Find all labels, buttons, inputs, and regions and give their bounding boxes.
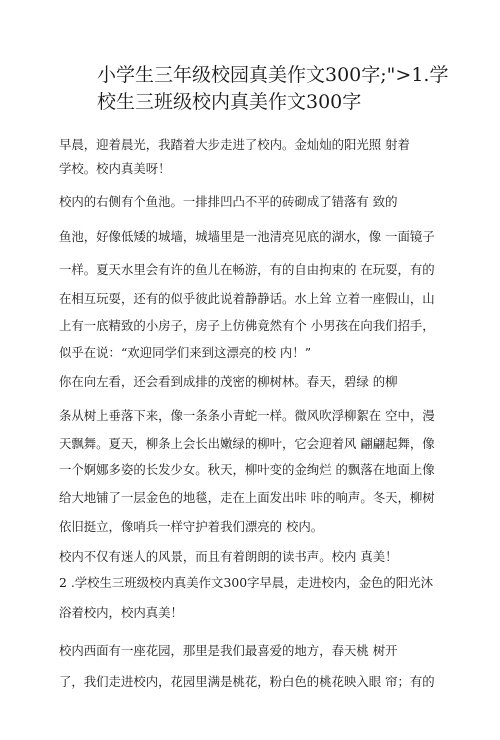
paragraph-line: 条从树上垂落下来，像一条条小青蛇一样。微风吹浮柳絮在 空中，漫: [59, 408, 435, 423]
paragraph-line: 给大地铺了一层金色的地毯，走在上面发出咔 咔的响声。冬天，柳树: [59, 490, 435, 505]
paragraph-line: 似乎在说：“欢迎同学们来到这漂亮的校 内！”: [59, 345, 312, 360]
paragraph-line: 你在向左看，还会看到成排的茂密的柳树林。春天，碧绿 的柳: [59, 374, 398, 389]
paragraph-line: 一个婀娜多姿的长发少女。秋天，柳叶变的金绚烂 的飘落在地面上像: [59, 462, 435, 477]
paragraph-line: 一样。夏天水里会有许的鱼儿在畅游，有的自由拘束的 在玩耍，有的: [59, 262, 435, 277]
paragraph-line: 学校。校内真美呀！: [59, 161, 171, 176]
title-line-1: 小学生三年级校园真美作文300字;">1.学: [97, 64, 449, 86]
paragraph-line: 依旧挺立，像哨兵一样守护着我们漂亮的 校内。: [59, 519, 324, 534]
paragraph-line: 浴着校内，校内真美！: [59, 605, 183, 620]
title-line-2: 校生三班级校内真美作文300字: [97, 91, 362, 113]
paragraph-line: 上有一底精致的小房子，房子上仿佛竟然有个 小男孩在向我们招手，: [59, 318, 435, 333]
paragraph-line: 早晨，迎着晨光，我踏着大步走进了校内。金灿灿的阳光照 射着: [59, 137, 410, 152]
paragraph-line: 了，我们走进校内，花园里满是桃花，粉白色的桃花映入眼 帘；有的: [59, 674, 435, 689]
paragraph-line: 校内西面有一座花园，那里是我们最喜爱的地方，春天桃 树开: [59, 643, 398, 658]
paragraph-line: 校内的右侧有个鱼池。一排排凹凸不平的砖砌成了错落有 致的: [59, 194, 398, 209]
paragraph-line: 天飘舞。夏天，柳条上会长出嫩绿的柳叶，它会迎着风 翩翩起舞，像: [59, 436, 435, 451]
paragraph-line: 在相互玩耍，还有的似乎彼此说着静静话。水上耸 立着一座假山，山: [59, 291, 435, 306]
paragraph-line: 2 .学校生三班级校内真美作文300字早晨，走进校内，金色的阳光沐: [59, 575, 433, 590]
paragraph-line: 鱼池，好像低矮的城墙，城墙里是一池清亮见底的湖水，像 一面镜子: [59, 229, 435, 244]
document-title: [97, 62, 467, 116]
paragraph-line: 校内不仅有迷人的风景，而且有着朗朗的读书声。校内 真美！: [59, 549, 398, 564]
